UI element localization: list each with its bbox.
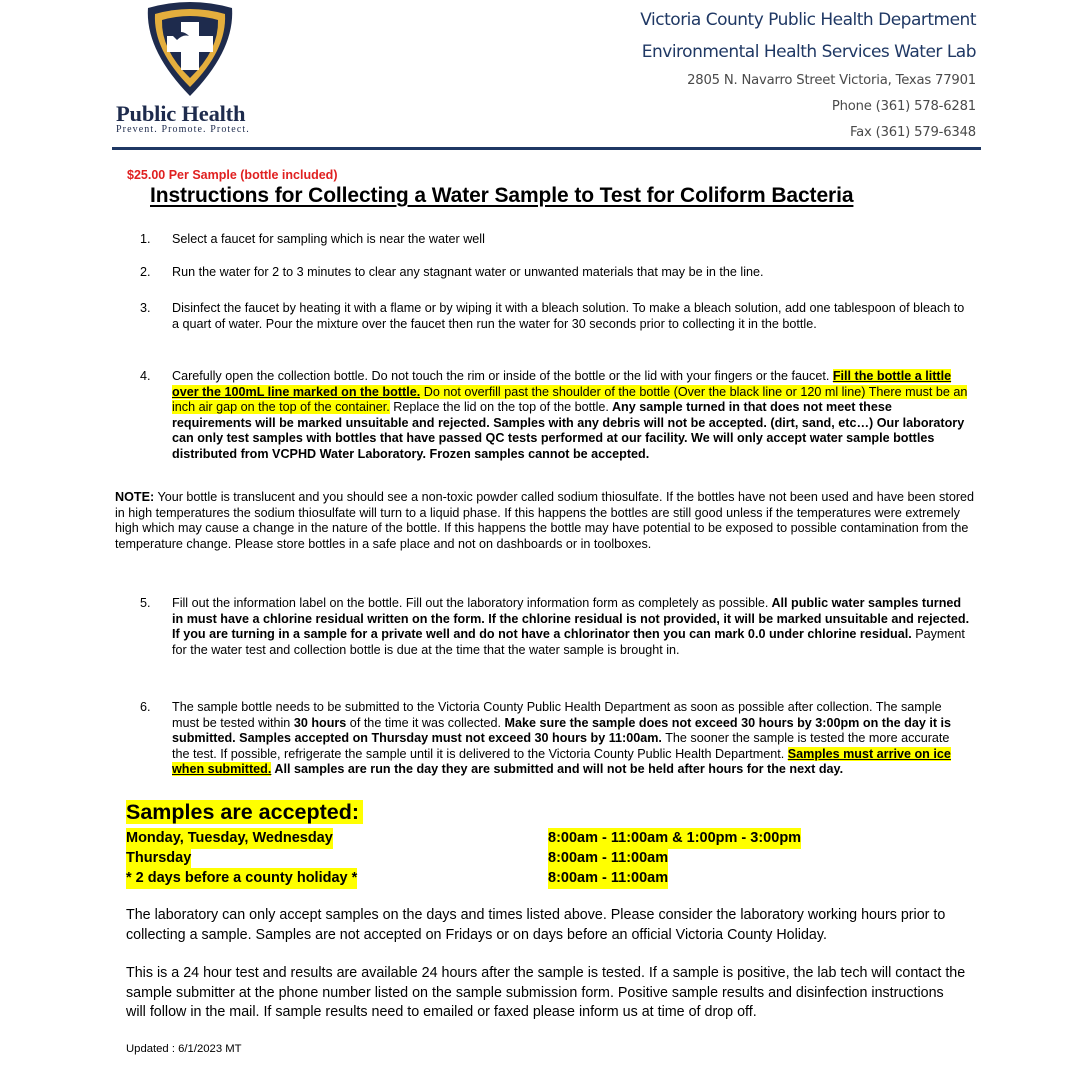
accepted-title: Samples are accepted: bbox=[126, 800, 363, 824]
step-2 bbox=[140, 265, 970, 281]
schedule-days: * 2 days before a county holiday * bbox=[126, 868, 357, 889]
lab-name: Environmental Health Services Water Lab bbox=[641, 42, 976, 62]
step-number: 5. bbox=[140, 596, 151, 610]
fax-number: Fax (361) 579-6348 bbox=[850, 125, 976, 140]
address: 2805 N. Navarro Street Victoria, Texas 77901 bbox=[687, 73, 976, 88]
step-6-text: of the time it was collected. bbox=[346, 715, 505, 730]
bottle-note bbox=[115, 490, 975, 553]
deadline-rules: Make sure the sample does not exceed 30 hours by 3:00pm on the day it is submitted. Samples accepted on Thursday must not exceed 30 hours by 11:00am. bbox=[172, 715, 952, 746]
schedule-row bbox=[126, 848, 669, 869]
shield-cross-icon bbox=[113, 0, 267, 100]
step-text: Select a faucet for sampling which is near the water well bbox=[172, 232, 485, 246]
step-number: 3. bbox=[140, 301, 151, 315]
hours-limit: 30 hours bbox=[293, 715, 347, 730]
step-4-intro: Carefully open the collection bottle. Do not touch the rim or inside of the bottle or the lid with your fingers or the faucet. bbox=[172, 369, 830, 383]
page-title: Instructions for Collecting a Water Sample to Test for Coliform Bacteria bbox=[150, 184, 854, 207]
refrigerate-text: The sooner the sample is tested the more accurate the test. If possible, refrigerate the sample until it is delivered to the Victoria County Public Health Department. bbox=[172, 731, 950, 761]
step-4 bbox=[140, 369, 970, 463]
logo-wordmark: Public Health bbox=[116, 101, 246, 126]
ice-highlight: Samples must arrive on ice when submitted. bbox=[172, 746, 951, 777]
step-5 bbox=[140, 596, 970, 658]
rejection-rules: Any sample turned in that does not meet these requirements will be marked unsuitable and rejected. Samples with any debris will not be accepted. (dirt, sand, etc…) Our laboratory can only test samples with bottles that have passed QC tests performed at our facility. We will only accept water sample bottles distributed from VCPHD Water Laboratory. Frozen samples cannot be accepted. bbox=[172, 400, 965, 461]
schedule-hours: 8:00am - 11:00am bbox=[548, 848, 668, 869]
step-number: 4. bbox=[140, 369, 151, 383]
note-label: NOTE: bbox=[115, 490, 155, 504]
chlorine-requirement: All public water samples turned in must have a chlorine residual written on the form. If the chlorine residual is not provided, it will be marked unsuitable and rejected. If you are turning in a sample for a private well and do not have a chlorinator then you can mark 0.0 under chlorine residual. bbox=[172, 596, 970, 642]
step-text: Disinfect the faucet by heating it with a flame or by wiping it with a bleach solution. To make a bleach solution, add one tablespoon of bleach to a quart of water. Pour the mixture over the faucet then run the water for 30 seconds prior to collecting it in the bottle. bbox=[172, 301, 965, 331]
step-6-intro: The sample bottle needs to be submitted to the Victoria County Public Health Department as soon as possible after collection. The sample must be tested within bbox=[172, 700, 942, 730]
phone-number: Phone (361) 578-6281 bbox=[831, 99, 976, 114]
schedule-days: Thursday bbox=[126, 848, 191, 869]
replace-lid-text: Replace the lid on the top of the bottle. bbox=[389, 400, 609, 415]
schedule-row bbox=[126, 868, 669, 889]
step-3 bbox=[140, 301, 970, 332]
step-5-intro: Fill out the information label on the bottle. Fill out the laboratory information form as completely as possible. bbox=[172, 596, 769, 610]
schedule-days: Monday, Tuesday, Wednesday bbox=[126, 828, 333, 849]
acceptance-paragraph: The laboratory can only accept samples on the days and times listed above. Please consider the laboratory working hours prior to collecting a sample. Samples are not accepted on Fridays or on days before an official Victoria County Holiday. bbox=[126, 907, 946, 943]
payment-text: Payment for the water test and collection bottle is due at the time that the water sample is brought in. bbox=[172, 627, 965, 657]
schedule-hours: 8:00am - 11:00am & 1:00pm - 3:00pm bbox=[548, 828, 801, 849]
step-number: 1. bbox=[140, 232, 151, 246]
step-text bbox=[172, 596, 970, 658]
department-name: Victoria County Public Health Department bbox=[640, 10, 976, 30]
overfill-warning-highlight: Do not overfill past the shoulder of the bottle (Over the black line or 120 ml line) There must be an inch air gap on the top of the container. bbox=[172, 384, 968, 415]
results-paragraph: This is a 24 hour test and results are available 24 hours after the sample is tested. If a sample is positive, the lab tech will contact the sample submitter at the phone number listed on the sample submission form. Positive sample results and disinfection instructions will follow in the mail. If sample results need to emailed or faxed please inform us at time of drop off. bbox=[126, 965, 966, 1020]
updated-date: Updated : 6/1/2023 MT bbox=[126, 1043, 242, 1055]
step-6 bbox=[140, 700, 970, 778]
header-divider bbox=[112, 147, 981, 150]
step-text: Run the water for 2 to 3 minutes to clear any stagnant water or unwanted materials that may be in the line. bbox=[172, 265, 764, 279]
step-number: 6. bbox=[140, 700, 151, 714]
step-1 bbox=[140, 232, 970, 248]
same-day-rule: All samples are run the day they are submitted and will not be held after hours for the next day. bbox=[271, 762, 844, 777]
schedule-row bbox=[126, 828, 802, 849]
logo-tagline: Prevent. Promote. Protect. bbox=[116, 124, 250, 135]
step-text bbox=[172, 700, 970, 778]
schedule-hours: 8:00am - 11:00am bbox=[548, 868, 668, 889]
step-number: 2. bbox=[140, 265, 151, 279]
price-note: $25.00 Per Sample (bottle included) bbox=[127, 168, 338, 182]
fill-line-highlight: Fill the bottle a little over the 100mL line marked on the bottle. bbox=[172, 369, 952, 399]
step-text bbox=[172, 369, 970, 463]
note-text: Your bottle is translucent and you should see a non-toxic powder called sodium thiosulfate. If the bottles have not been used and have been stored in high temperatures the sodium thiosulfate will turn to a liquid phase. If this happens the bottles are still good unless if the temperatures were extremely high which may cause a change in the nature of the bottle. If this happens the bottle may have potential to be exposed to possible contamination from the temperature change. Please store bottles in a safe place and not on dashboards or in toolboxes. bbox=[115, 490, 975, 552]
